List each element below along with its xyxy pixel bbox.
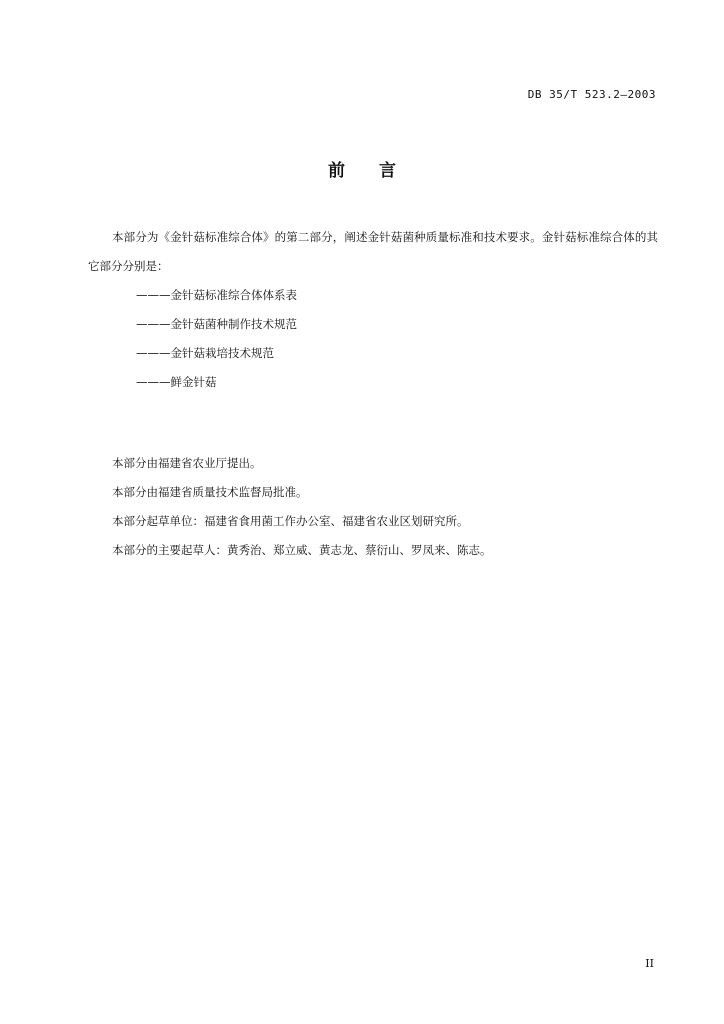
page-number: II bbox=[645, 957, 654, 970]
note-drafting-units: 本部分起草单位：福建省食用菌工作办公室、福建省农业区划研究所。 bbox=[112, 514, 469, 528]
document-number: DB 35/T 523.2—2003 bbox=[527, 88, 656, 101]
parts-list-item: ———金针菇标准综合体体系表 bbox=[136, 288, 297, 302]
page-title: 前言 bbox=[328, 161, 430, 181]
note-proposer: 本部分由福建省农业厅提出。 bbox=[112, 456, 262, 470]
drafting-notes bbox=[112, 449, 492, 565]
note-approver: 本部分由福建省质量技术监督局批准。 bbox=[112, 485, 308, 499]
intro-paragraph: 本部分为《金针菇标准综合体》的第二部分，阐述金针菇菌种质量标准和技术要求。金针菇标准综合体的其它部分分别是： bbox=[88, 230, 658, 273]
note-main-drafters: 本部分的主要起草人：黄秀治、郑立威、黄志龙、蔡衍山、罗凤来、陈志。 bbox=[112, 543, 492, 557]
parts-list-item: ———鲜金针菇 bbox=[136, 375, 217, 389]
parts-list bbox=[136, 281, 297, 397]
parts-list-item: ———金针菇栽培技术规范 bbox=[136, 346, 274, 360]
parts-list-item: ———金针菇菌种制作技术规范 bbox=[136, 317, 297, 331]
